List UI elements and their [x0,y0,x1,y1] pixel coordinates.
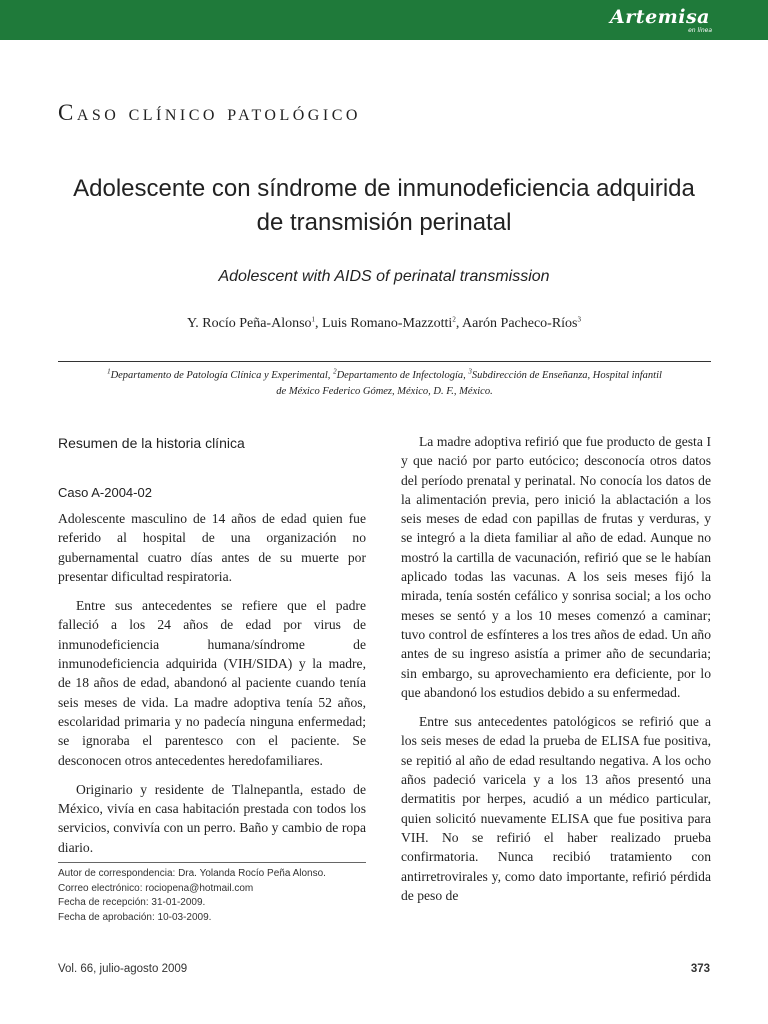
affil-sup-1: 1 [107,367,111,376]
affil-sup-3: 3 [468,367,472,376]
affiliations [58,368,711,400]
footnote-approved: Fecha de aprobación: 10-03-2009. [58,911,212,923]
author-1: Y. Rocío Peña-Alonso [186,316,312,331]
divider [58,361,711,362]
right-paragraph-1: La madre adoptiva refirió que fue producto de gesta I y que nació por parto eutócico; desconocía otros datos del período prenatal y perinatal. No conocía los datos de la alimentación previa, pero inició la ablactación a los seis meses de edad con papillas de frutas y verduras, y se integró a la dieta familiar al año de edad. Aunque no mostró la cartilla de vacunación, refirió que se le habían aplicado todas las vacunas. A los seis meses fijó la mirada, tenía sostén cefálico y sonrisa social; a los ocho meses se sentó y a los 10 meses comenzó a caminar; tuvo control de esfínteres a los tres años de edad. Un año antes de su ingreso asistía a primer año de secundaria; sin embargo, su aprovechamiento era deficiente, por lo que abandonó los estudios debido a su enfermedad. [401,434,711,700]
article-subtitle: Adolescent with AIDS of perinatal transmission [218,268,550,285]
affil-line-2: de México Federico Gómez, México, D. F., México. [276,386,493,397]
footnote-correspondence: Autor de correspondencia: Dra. Yolanda Rocío Peña Alonso. [58,868,326,879]
left-paragraph-1: Adolescente masculino de 14 años de edad quien fue referido al hospital de una organización no gubernamental cuatro días antes de su muerte por presentar dificultad respiratoria. [58,511,366,584]
right-paragraph-2: Entre sus antecedentes patológicos se refirió que a los seis meses de edad la prueba de ELISA fue positiva, se repitió al año de edad resultando negativa. A los ocho años padeció varicela y a los 13 años presentó una dermatitis por herpes, acudió a un médico particular, quien solicitó nuevamente ELISA que fue positiva para VIH. No se refirió el haber realizado prueba confirmatoria. Nunca recibió tratamiento con antirretrovirales y, como dato importante, refirió pérdida de peso de [401,714,711,903]
left-paragraph-2: Entre sus antecedentes se refiere que el padre falleció a los 24 años de edad por virus de inmunodeficiencia humana/síndrome de inmunodeficiencia adquirida (VIH/SIDA) y la madre, de 18 años de edad, abandonó al paciente cuando tenía seis meses de vida. La madre adoptiva tenía 52 años, escolaridad primaria y no padecía ninguna enfermedad; se ignoraba el parentesco con el paciente. Se desconocen otros antecedentes heredofamiliares. [58,598,366,768]
author-3: , Aarón Pacheco-Ríos [455,316,578,331]
affil-sup-2: 2 [333,367,337,376]
author-2-sup: 2 [452,315,456,324]
author-1-sup: 1 [311,315,316,324]
footnote-divider [58,862,366,863]
footnotes [58,867,326,925]
author-2: , Luis Romano-Mazzotti [315,316,453,331]
affil-1: Departamento de Patología Clínica y Experimental, [110,370,334,381]
journal-logo-subtitle: en línea [688,27,712,34]
footnote-email: Correo electrónico: rociopena@hotmail.com [58,882,254,894]
affil-3: Subdirección de Enseñanza, Hospital infantil [471,370,662,381]
article-title [40,172,728,240]
left-paragraph-3: Originario y residente de Tlalnepantla, estado de México, vivía en casa habitación prestada con todos los servicios, convivía con un perro. Baño y cambio de ropa diario. [58,781,366,855]
page-number: 373 [690,963,710,975]
summary-heading: Resumen de la historia clínica [58,435,245,451]
case-id: Caso A-2004-02 [58,485,152,500]
affil-2: Departamento de Infectología, [336,370,469,381]
journal-logo: Artemisa [610,6,710,28]
section-heading: Caso clínico patológico [58,100,361,125]
left-column [58,509,366,867]
footer-volume: Vol. 66, julio-agosto 2009 [58,963,188,975]
header-bar [0,0,768,40]
right-column [401,432,711,915]
authors [40,316,728,332]
title-line-2: de transmisión perinatal [256,209,512,236]
title-line-1: Adolescente con síndrome de inmunodeficiencia adquirida [73,175,695,202]
author-3-sup: 3 [577,315,582,324]
footnote-received: Fecha de recepción: 31-01-2009. [58,897,206,908]
